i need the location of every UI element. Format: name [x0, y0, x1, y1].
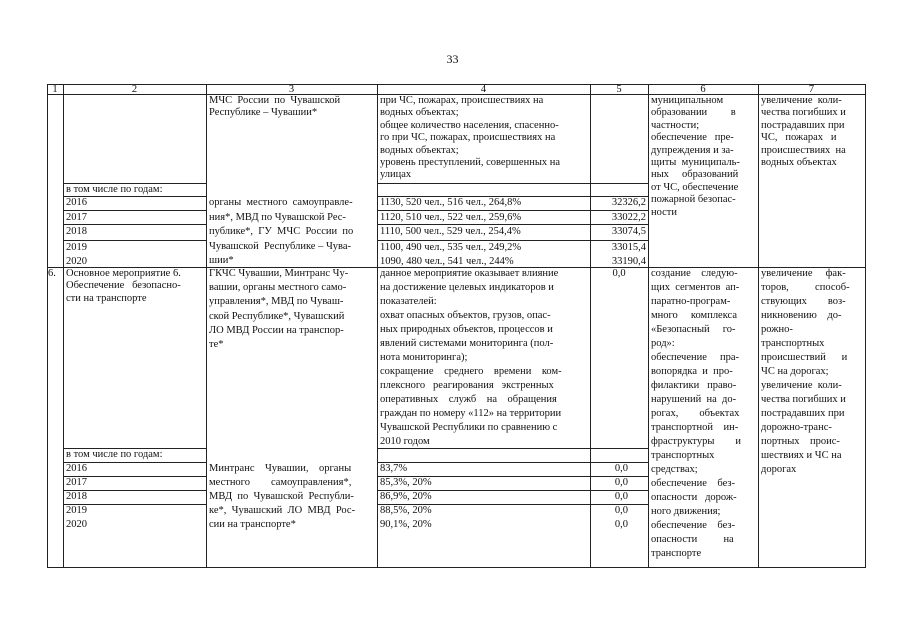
table-rule-horizontal	[377, 210, 648, 211]
block2-result-line: транспортных	[651, 450, 715, 461]
block1-indicator-line: го при ЧС, пожарах, происшествиях на	[380, 132, 556, 144]
block1-result-line: частности;	[651, 119, 700, 131]
table-rule-vertical	[590, 84, 591, 568]
block2-year-responsible-line: ке*, Чувашский ЛО МВД Рос-	[209, 505, 356, 516]
block2-indicator-line: на достижение целевых индикаторов и	[380, 282, 554, 293]
table-rule-vertical	[47, 84, 48, 568]
block1-year: 2019	[66, 242, 87, 253]
block2-year-indicator: 88,5%, 20%	[380, 505, 432, 516]
block2-responsible-line: вашии, органы местного само-	[209, 282, 347, 294]
column-header-4: 4	[480, 84, 487, 95]
block1-year: 2020	[66, 256, 87, 267]
block2-consequence-line: портных проис-	[761, 436, 840, 447]
table-rule-vertical	[206, 84, 207, 568]
table-rule-horizontal	[377, 240, 648, 241]
block2-result-line: ного движения;	[651, 506, 721, 517]
block2-result-line: паратно-програм-	[651, 296, 731, 307]
block2-year: 2017	[66, 477, 87, 488]
block2-indicator-line: 2010 годом	[380, 436, 430, 447]
column-header-7: 7	[808, 84, 815, 95]
block2-year-indicator: 85,3%, 20%	[380, 477, 432, 488]
block1-by-years-label: в том числе по годам:	[66, 184, 163, 195]
block1-year-funding: 32326,2	[611, 197, 646, 208]
block2-indicator-line: оперативных служб на обращения	[380, 394, 557, 405]
block2-result-line: род»:	[651, 338, 675, 349]
block2-indicator-line: нота мониторинга);	[380, 352, 468, 363]
block2-consequence-line: шествиях и ЧС на	[761, 450, 842, 461]
block2-result-line: много комплекса	[651, 310, 738, 321]
block2-indicator-line: показателей:	[380, 296, 437, 307]
block1-year-funding: 33190,4	[611, 256, 646, 267]
block1-year-responsible-line: шии*	[209, 255, 234, 266]
block1-consequence-line: увеличение коли-	[761, 95, 842, 106]
block1-year-indicator: 1120, 510 чел., 522 чел., 259,6%	[380, 212, 522, 223]
block2-consequence-line: увеличение коли-	[761, 380, 842, 391]
block2-result-line: филактики право-	[651, 380, 737, 391]
block2-responsible-line: ской Республике*, Чувашский	[209, 310, 345, 322]
block2-result-line: щих сегментов ап-	[651, 282, 740, 293]
block2-responsible-line: те*	[209, 339, 224, 350]
block2-consequence-line: ствующих воз-	[761, 296, 846, 307]
block1-consequence-line: водных объектах	[761, 157, 837, 168]
block2-indicator-line: граждан по номеру «112» на территории	[380, 408, 562, 419]
block2-responsible-line: ЛО МВД России на транспор-	[209, 324, 344, 336]
block2-indicator-line: данное мероприятие оказывает влияние	[380, 268, 559, 279]
block2-result-line: транспорте	[651, 548, 702, 559]
block1-indicator-line: улицах	[380, 169, 412, 181]
block1-indicator-line: при ЧС, пожарах, происшествиях на	[380, 95, 544, 106]
block1-indicator-line: общее количество населения, спасенно-	[380, 119, 559, 131]
block1-year-indicator: 1090, 480 чел., 541 чел., 244%	[380, 256, 514, 267]
block2-consequence-line: увеличение фак-	[761, 268, 846, 279]
block2-result-line: средствах;	[651, 464, 698, 475]
table-rule-vertical	[63, 84, 64, 568]
table-rule-horizontal	[47, 567, 865, 568]
block2-result-line: фраструктуры и	[651, 436, 742, 447]
block1-year-responsible-line: ния*, МВД по Чувашской Рес-	[209, 211, 346, 223]
table-rule-vertical	[865, 84, 866, 568]
block2-result-line: опасности на	[651, 534, 734, 545]
block1-year-funding: 33022,2	[611, 212, 646, 223]
block1-year-responsible-line: органы местного самоуправле-	[209, 197, 353, 208]
block1-year: 2018	[66, 226, 87, 237]
block1-result-line: от ЧС, обеспечение	[651, 181, 739, 193]
block2-year-responsible-line: МВД по Чувашской Республи-	[209, 491, 354, 502]
block1-year-indicator: 1110, 500 чел., 529 чел., 254,4%	[380, 226, 521, 237]
block2-result-line: «Безопасный го-	[651, 324, 736, 335]
block1-year-indicator: 1130, 520 чел., 516 чел., 264,8%	[380, 197, 522, 208]
block1-consequence-line: ЧС, пожарах и	[761, 132, 837, 144]
block2-result-line: вопорядка и про-	[651, 366, 733, 377]
block1-indicator-line: уровень преступлений, совершенных на	[380, 157, 561, 168]
block2-year: 2018	[66, 491, 87, 502]
block2-consequence-line: пострадавших при	[761, 408, 845, 419]
block2-result-line: опасности дорож-	[651, 492, 737, 503]
block2-year-funding: 0,0	[614, 519, 628, 530]
table-rule-vertical	[377, 84, 378, 568]
block1-responsible-line: Республике – Чувашии*	[209, 107, 318, 119]
column-header-5: 5	[616, 84, 622, 95]
block2-year-responsible-line: местного самоуправления*,	[209, 477, 352, 488]
block2-responsible-line: ГКЧС Чувашии, Минтранс Чу-	[209, 268, 349, 279]
block1-result-line: обеспечение пре-	[651, 132, 734, 144]
block2-year-indicator: 86,9%, 20%	[380, 491, 432, 502]
block1-indicator-line: водных объектах;	[380, 144, 459, 156]
block2-row-number: 6.	[48, 268, 56, 279]
block1-result-line: пожарной безопас-	[651, 194, 736, 206]
column-header-3: 3	[288, 84, 295, 95]
block1-result-line: образовании в	[651, 107, 736, 119]
block2-consequence-line: дорогах	[761, 464, 797, 475]
block2-year-funding: 0,0	[614, 491, 628, 502]
block2-year-indicator: 83,7%	[380, 463, 408, 474]
block2-by-years-label: в том числе по годам:	[66, 449, 163, 460]
table-rule-horizontal	[377, 183, 648, 184]
block1-consequence-line: чества погибших и	[761, 107, 846, 119]
block1-responsible-line: МЧС России по Чувашской	[209, 95, 341, 106]
table-rule-horizontal	[63, 210, 206, 211]
block2-consequence-line: происшествий и	[761, 352, 848, 363]
block2-consequence-line: ЧС на дорогах;	[761, 366, 829, 377]
page-number: 33	[446, 52, 459, 66]
column-header-6: 6	[700, 84, 706, 95]
block2-indicator-line: Чувашской Республики по сравнению с	[380, 422, 558, 433]
block2-result-line: обеспечение пра-	[651, 352, 740, 363]
block1-year-responsible-line: публике*, ГУ МЧС России по	[209, 226, 354, 237]
block1-year-funding: 33074,5	[611, 226, 646, 237]
block1-year-funding: 33015,4	[611, 242, 646, 253]
block2-responsible-line: управления*, МВД по Чуваш-	[209, 296, 344, 308]
block2-activity-line: Основное мероприятие 6.	[66, 268, 181, 279]
block1-result-line: муниципальном	[651, 95, 724, 106]
block1-year-responsible-line: Чувашской Республике – Чува-	[209, 240, 351, 252]
block2-year: 2019	[66, 505, 87, 516]
block2-funding: 0,0	[612, 268, 626, 279]
table-rule-horizontal	[63, 240, 206, 241]
block2-result-line: создание следую-	[651, 268, 738, 279]
block2-consequence-line: торов, способ-	[761, 282, 850, 293]
block2-year-responsible-line: Минтранс Чувашии, органы	[209, 463, 352, 474]
block2-indicator-line: ных природных объектов, процессов и	[380, 324, 553, 335]
block1-year: 2017	[66, 212, 87, 223]
block2-consequence-line: транспортных	[761, 338, 825, 349]
table-rule-vertical	[648, 84, 649, 568]
block1-result-line: дупреждения и за-	[651, 144, 734, 156]
block1-year: 2016	[66, 197, 87, 208]
block1-result-line: ности	[651, 206, 677, 218]
block2-consequence-line: рожно-	[761, 324, 793, 335]
block2-result-line: нарушений на до-	[651, 394, 737, 405]
block1-consequence-line: происшествиях на	[761, 144, 846, 156]
table-rule-vertical	[758, 84, 759, 568]
block2-indicator-line: явлений системами мониторинга (пол-	[380, 338, 554, 349]
block2-activity-line: Обеспечение безопасно-	[66, 280, 181, 292]
column-header-2: 2	[131, 84, 138, 95]
block2-consequence-line: дорожно-транс-	[761, 422, 832, 433]
block2-year: 2020	[66, 519, 87, 530]
block1-consequence-line: пострадавших при	[761, 119, 845, 131]
block2-year-funding: 0,0	[614, 463, 628, 474]
block2-result-line: обеспечение без-	[651, 520, 736, 531]
block1-result-line: ных образований	[651, 169, 739, 181]
block2-activity-line: сти на транспорте	[66, 292, 147, 304]
block1-year-indicator: 1100, 490 чел., 535 чел., 249,2%	[380, 242, 522, 253]
block2-result-line: транспортной ин-	[651, 422, 739, 433]
column-header-1: 1	[52, 84, 58, 95]
block2-indicator-line: охват опасных объектов, грузов, опас-	[380, 310, 551, 321]
block2-year-funding: 0,0	[614, 505, 628, 516]
block2-indicator-line: плексного реагирования экстренных	[380, 380, 554, 391]
block2-indicator-line: сокращение среднего времени ком-	[380, 366, 562, 377]
block2-year: 2016	[66, 463, 87, 474]
block2-year-indicator: 90,1%, 20%	[380, 519, 432, 530]
block2-result-line: обеспечение без-	[651, 478, 736, 489]
block2-year-responsible-line: сии на транспорте*	[209, 519, 296, 530]
block2-year-funding: 0,0	[614, 477, 628, 488]
block2-consequence-line: никновению до-	[761, 310, 842, 321]
block1-result-line: щиты муниципаль-	[651, 157, 740, 168]
block2-consequence-line: чества погибших и	[761, 394, 846, 405]
block1-indicator-line: водных объектах;	[380, 107, 459, 119]
block2-result-line: рогах, объектах	[651, 408, 740, 419]
